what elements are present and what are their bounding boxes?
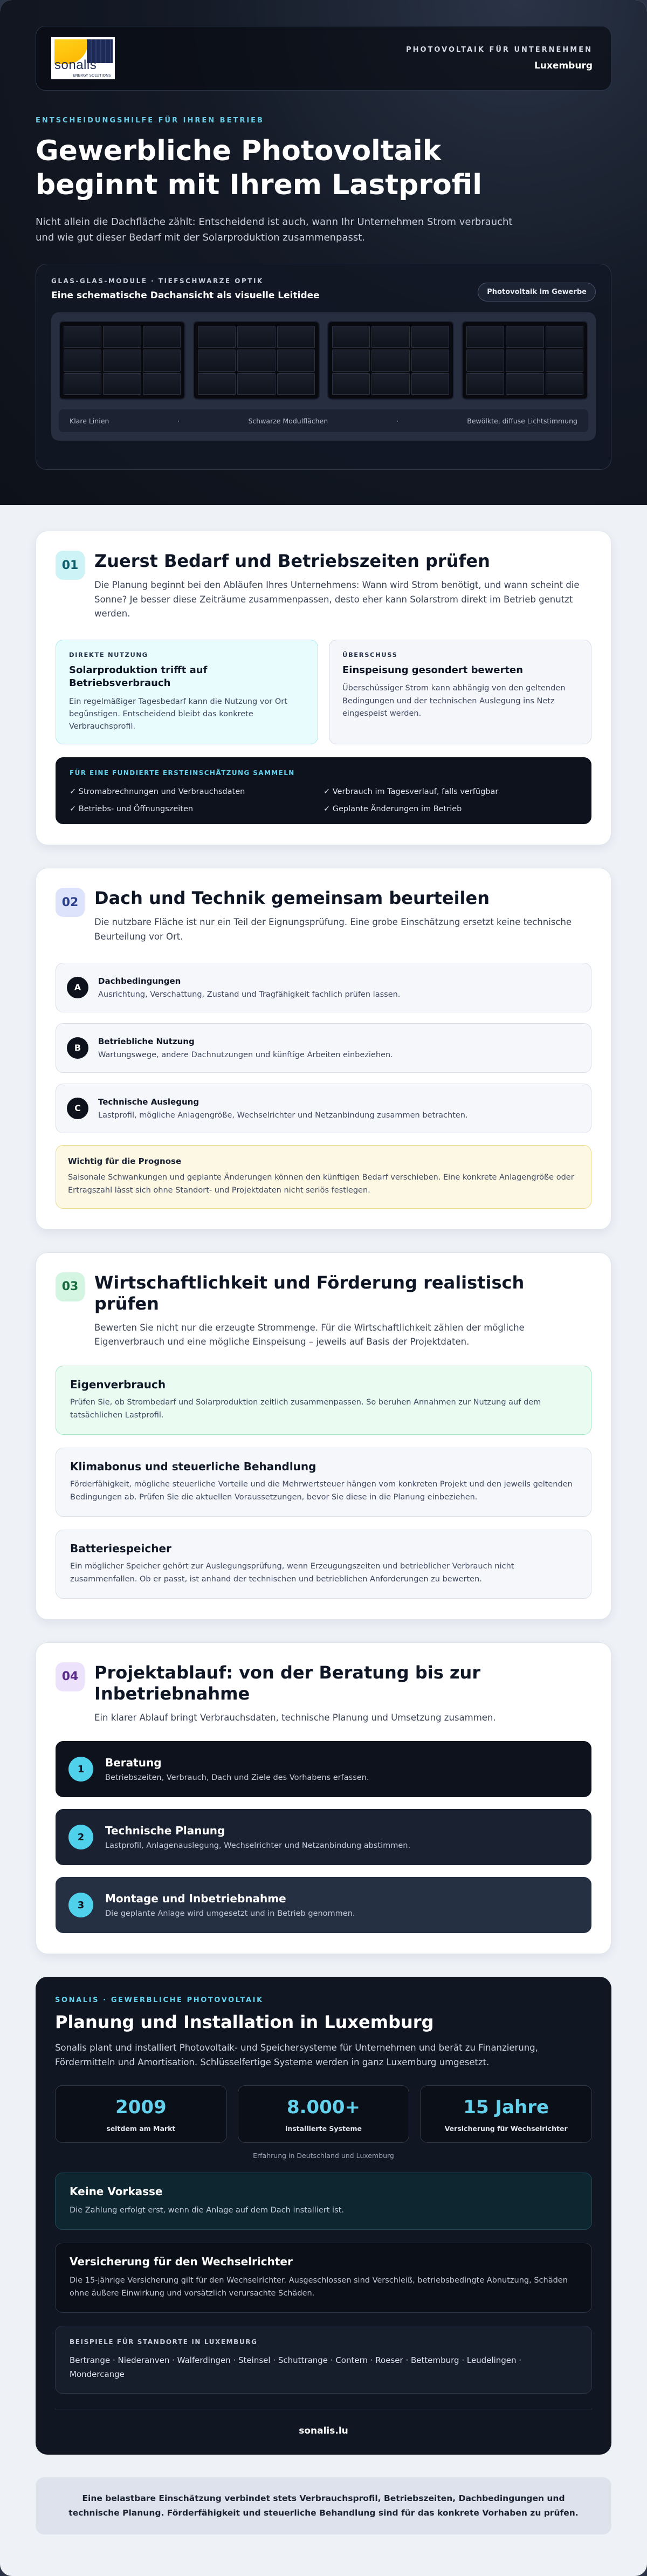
row-text: Wartungswege, andere Dachnutzungen und künftige Arbeiten einbeziehen. <box>98 1050 393 1059</box>
section-number: 04 <box>56 1662 85 1691</box>
footer-summary: Eine belastbare Einschätzung verbindet stets Verbrauchsprofil, Betriebszeiten, Dachbedingungen und technische Planung. Förderfähigkeit und steuerliche Behandlung sind für das konkrete Vorhaben zu prüfen. <box>36 2477 611 2534</box>
stat-label: installierte Systeme <box>285 2124 362 2133</box>
stat-card <box>238 2085 410 2143</box>
sonalis-logo[interactable] <box>51 37 115 79</box>
section-lead: Die Planung beginnt bei den Abläufen Ihres Unternehmens: Wann wird Strom benötigt, und wann scheint die Sonne? Je besser diese Zeiträume zusammenpassen, desto eher kann Solarstrom direkt im Betrieb genutzt werden. <box>94 580 580 619</box>
box-title: Solarproduktion trifft auf Betriebsverbrauch <box>69 664 208 689</box>
scheme-kicker: GLAS-GLAS-MODULE · TIEFSCHWARZE OPTIK <box>51 277 264 285</box>
step-text: Betriebszeiten, Verbrauch, Dach und Ziele des Vorhabens erfassen. <box>105 1773 369 1783</box>
row-text: Lastprofil, mögliche Anlagengröße, Wechselrichter und Netzanbindung zusammen betrachten. <box>98 1111 468 1120</box>
section-title: Projektablauf: von der Beratung bis zur Inbetriebnahme <box>94 1662 481 1704</box>
checklist-item: ✓ Stromabrechnungen und Verbrauchsdaten <box>70 787 245 797</box>
row-letter: C <box>67 1098 88 1119</box>
section-number: 01 <box>56 551 85 580</box>
locations-box <box>55 2326 592 2394</box>
main-content <box>0 505 647 2534</box>
logo-wordmark: sonalis <box>54 58 97 72</box>
logo-subline: ENERGY SOLUTIONS <box>73 73 111 78</box>
step-title: Beratung <box>105 1756 162 1770</box>
process-step <box>56 1741 591 1797</box>
checklist <box>70 787 577 813</box>
step-title: Technische Planung <box>105 1824 225 1838</box>
step-number: 3 <box>68 1893 93 1917</box>
box-title: Keine Vorkasse <box>70 2184 163 2198</box>
direct-use-box <box>56 640 318 744</box>
company-kicker: SONALIS · GEWERBLICHE PHOTOVOLTAIK <box>55 1996 264 2005</box>
section-economics <box>36 1252 611 1620</box>
scheme-title: Eine schematische Dachansicht als visuelle Leitidee <box>51 290 320 302</box>
legend-separator: · <box>177 416 180 425</box>
page-title: Gewerbliche Photovoltaik beginnt mit Ihrem Lastprofil <box>36 135 483 202</box>
section-needs <box>36 531 611 845</box>
step-title: Montage und Inbetriebnahme <box>105 1892 286 1906</box>
row-text: Ausrichtung, Verschattung, Zustand und Tragfähigkeit fachlich prüfen lassen. <box>98 990 401 999</box>
forecast-note <box>56 1145 591 1209</box>
step-text: Die geplante Anlage wird umgesetzt und in Betrieb genommen. <box>105 1909 355 1919</box>
criteria-row <box>56 1023 591 1073</box>
section-title: Wirtschaftlichkeit und Förderung realistisch prüfen <box>94 1272 525 1314</box>
roof-legend <box>59 409 588 432</box>
box-title: Versicherung für den Wechselrichter <box>70 2255 293 2268</box>
solar-module-group <box>193 321 320 400</box>
step-number: 2 <box>68 1825 93 1849</box>
box-text: Überschüssiger Strom kann abhängig von den geltenden Bedingungen und der technischen Auslegung ins Netz eingespeist werden. <box>342 684 566 718</box>
top-bar <box>36 26 611 91</box>
box-title: Batteriespeicher <box>70 1542 171 1555</box>
checklist-kicker: FÜR EINE FUNDIERTE ERSTEINSCHÄTZUNG SAMMELN <box>70 769 295 777</box>
website-link[interactable]: sonalis.lu <box>55 2409 592 2436</box>
inverter-insurance-box <box>55 2243 592 2313</box>
company-section <box>36 1977 611 2455</box>
roof-scheme-card <box>36 264 611 470</box>
header-location: Luxemburg <box>534 60 593 71</box>
box-text: Prüfen Sie, ob Strombedarf und Solarproduktion zeitlich zusammenpassen. So beruhen Annahmen zur Nutzung auf dem tatsächlichen Lastprofil. <box>70 1398 541 1420</box>
legend-item: Schwarze Modulflächen <box>248 416 328 425</box>
solar-module-group <box>59 321 185 400</box>
stat-value: 15 Jahre <box>463 2096 549 2118</box>
stat-card <box>55 2085 227 2143</box>
scheme-badge: Photovoltaik im Gewerbe <box>478 283 596 302</box>
surplus-box <box>329 640 591 744</box>
stat-card <box>420 2085 592 2143</box>
box-kicker: ÜBERSCHUSS <box>342 651 398 659</box>
battery-storage-box <box>56 1530 591 1599</box>
top-bar-info <box>406 46 593 71</box>
box-text: Ein regelmäßiger Tagesbedarf kann die Nutzung vor Ort begünstigen. Entscheidend bleibt das konkrete Verbrauchsprofil. <box>69 697 287 731</box>
section-number: 02 <box>56 888 85 917</box>
header-kicker: PHOTOVOLTAIK FÜR UNTERNEHMEN <box>406 45 593 54</box>
row-title: Betriebliche Nutzung <box>98 1036 195 1046</box>
stat-value: 8.000+ <box>286 2096 361 2118</box>
section-project-flow <box>36 1642 611 1955</box>
hero-section <box>0 0 647 505</box>
no-prepayment-box <box>55 2173 592 2230</box>
criteria-row <box>56 1084 591 1133</box>
stat-value: 2009 <box>115 2096 167 2118</box>
box-title: Einspeisung gesondert bewerten <box>342 664 524 676</box>
section-number: 03 <box>56 1272 85 1301</box>
solar-module-group <box>462 321 588 400</box>
step-number: 1 <box>68 1757 93 1782</box>
box-kicker: DIREKTE NUTZUNG <box>69 651 148 659</box>
section-lead: Ein klarer Ablauf bringt Verbrauchsdaten, technische Planung und Umsetzung zusammen. <box>94 1712 496 1723</box>
checklist-item: ✓ Betriebs- und Öffnungszeiten <box>70 805 194 814</box>
checklist-box <box>56 757 591 824</box>
box-text: Die Zahlung erfolgt erst, wenn die Anlage auf dem Dach installiert ist. <box>70 2205 344 2215</box>
stat-label: seitdem am Markt <box>106 2124 176 2133</box>
company-title: Planung und Installation in Luxemburg <box>55 2012 434 2033</box>
hero-intro: Nicht allein die Dachfläche zählt: Entscheidend ist auch, wann Ihr Unternehmen Strom verbraucht und wie gut dieser Bedarf mit der Solarproduktion zusammenpasst. <box>36 216 513 243</box>
box-text: Ein möglicher Speicher gehört zur Auslegungsprüfung, wenn Erzeugungszeiten und betrieblicher Verbrauch nicht zusammenfallen. Ob er passt, ist anhand der technischen und betrieblichen Anforderungen zu bewerten. <box>70 1561 514 1584</box>
legend-separator: · <box>396 416 399 425</box>
company-lead: Sonalis plant und installiert Photovoltaik- und Speichersysteme für Unternehmen und berät zu Finanzierung, Fördermitteln und Amortisation. Schlüsselfertige Systeme werden in ganz Luxemburg umgesetzt. <box>55 2043 538 2068</box>
section-title: Zuerst Bedarf und Betriebszeiten prüfen <box>94 551 490 571</box>
legend-item: Bewölkte, diffuse Lichtstimmung <box>467 416 577 425</box>
step-text: Lastprofil, Anlagenauslegung, Wechselrichter und Netzanbindung abstimmen. <box>105 1841 411 1851</box>
checklist-item: ✓ Verbrauch im Tagesverlauf, falls verfügbar <box>324 787 499 797</box>
row-title: Dachbedingungen <box>98 976 181 986</box>
box-text: Die 15-jährige Versicherung gilt für den Wechselrichter. Ausgeschlossen sind Verschleiß, betriebsbedingte Abnutzung, Schäden ohne äußere Einwirkung und vorsätzlich verursachte Schäden. <box>70 2276 568 2298</box>
note-title: Wichtig für die Prognose <box>68 1156 182 1166</box>
row-letter: A <box>67 977 88 998</box>
section-lead: Bewerten Sie nicht nur die erzeugte Strommenge. Für die Wirtschaftlichkeit zählen der mögliche Eigenverbrauch und eine mögliche Einspeisung – jeweils auf Basis der Projektdaten. <box>94 1322 525 1347</box>
solar-panel-array <box>59 321 588 400</box>
solar-module-group <box>327 321 454 400</box>
section-lead: Die nutzbare Fläche ist nur ein Teil der Eignungsprüfung. Eine grobe Einschätzung ersetzt keine technische Beurteilung vor Ort. <box>94 917 572 942</box>
stats-note: Erfahrung in Deutschland und Luxemburg <box>253 2151 394 2160</box>
row-title: Technische Auslegung <box>98 1097 199 1107</box>
box-title: Eigenverbrauch <box>70 1378 166 1392</box>
row-letter: B <box>67 1037 88 1059</box>
company-stats <box>55 2085 592 2143</box>
checklist-item: ✓ Geplante Änderungen im Betrieb <box>324 805 462 814</box>
box-title: Klimabonus und steuerliche Behandlung <box>70 1460 316 1473</box>
stat-label: Versicherung für Wechselrichter <box>444 2124 568 2133</box>
legend-item: Klare Linien <box>70 416 109 425</box>
criteria-row <box>56 963 591 1012</box>
climate-bonus-box <box>56 1448 591 1517</box>
section-title: Dach und Technik gemeinsam beurteilen <box>94 888 490 909</box>
section-roof-tech <box>36 868 611 1229</box>
note-text: Saisonale Schwankungen und geplante Änderungen können den künftigen Bedarf verschieben. Eine konkrete Anlagengröße oder Ertragszahl lässt sich ohne Standort- und Projektdaten nicht seriös festlegen. <box>68 1173 574 1195</box>
box-text: Förderfähigkeit, mögliche steuerliche Vorteile und die Mehrwertsteuer hängen vom konkreten Projekt und den jeweils geltenden Bedingungen ab. Prüfen Sie die aktuellen Voraussetzungen, bevor Sie diese in die Planung einbeziehen. <box>70 1480 573 1502</box>
locations-kicker: BEISPIELE FÜR STANDORTE IN LUXEMBURG <box>70 2338 258 2346</box>
self-consumption-box <box>56 1366 591 1435</box>
process-step <box>56 1877 591 1933</box>
roof-illustration <box>51 312 596 441</box>
locations-list: Bertrange · Niederanven · Walferdingen · Steinsel · Schuttrange · Contern · Roeser · Bettemburg · Leudelingen · Mondercange <box>70 2355 522 2379</box>
process-step <box>56 1809 591 1865</box>
hero-eyebrow: ENTSCHEIDUNGSHILFE FÜR IHREN BETRIEB <box>36 117 264 125</box>
